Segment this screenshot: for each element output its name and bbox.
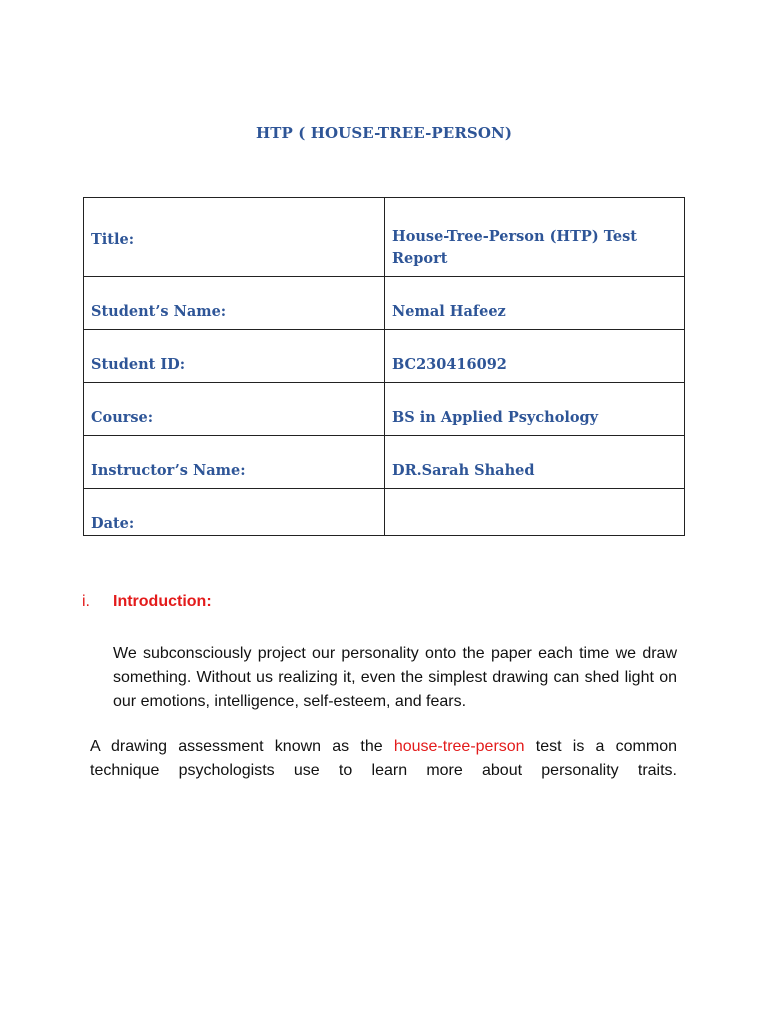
row-label-course: Course: xyxy=(84,383,385,436)
table-row xyxy=(84,330,685,383)
row-label-student-id: Student ID: xyxy=(84,330,385,383)
row-value-title: House-Tree-Person (HTP) Test Report xyxy=(385,198,685,277)
intro-paragraph-2 xyxy=(90,735,677,783)
row-value-student-name: Nemal Hafeez xyxy=(385,277,685,330)
row-value-course: BS in Applied Psychology xyxy=(385,383,685,436)
table-row xyxy=(84,198,685,277)
row-value-instructor: DR.Sarah Shahed xyxy=(385,436,685,489)
student-info-table xyxy=(83,197,685,536)
row-label-student-name: Student’s Name: xyxy=(84,277,385,330)
section-heading xyxy=(82,593,212,611)
paragraph-text-after: test is a common technique psychologists use to learn more about personality traits. xyxy=(90,738,678,779)
row-value-student-id: BC230416092 xyxy=(385,330,685,383)
row-label-title: Title: xyxy=(84,198,385,277)
intro-paragraph-1: We subconsciously project our personality onto the paper each time we draw something. Without us realizing it, even the simplest drawing can shed light on our emotions, intelligence, self-esteem, and fears. xyxy=(113,645,677,710)
table-row xyxy=(84,383,685,436)
table-row xyxy=(84,436,685,489)
section-number: i. xyxy=(82,593,90,610)
table-row xyxy=(84,489,685,536)
row-value-date xyxy=(385,489,685,536)
document-title: HTP ( HOUSE-TREE-PERSON) xyxy=(255,124,513,142)
table-row xyxy=(84,277,685,330)
highlighted-term: house-tree-person xyxy=(393,738,525,755)
paragraph-text-before: A drawing assessment known as the xyxy=(90,738,394,755)
row-label-instructor: Instructor’s Name: xyxy=(84,436,385,489)
row-label-date: Date: xyxy=(84,489,385,536)
section-title: Introduction: xyxy=(113,593,212,610)
